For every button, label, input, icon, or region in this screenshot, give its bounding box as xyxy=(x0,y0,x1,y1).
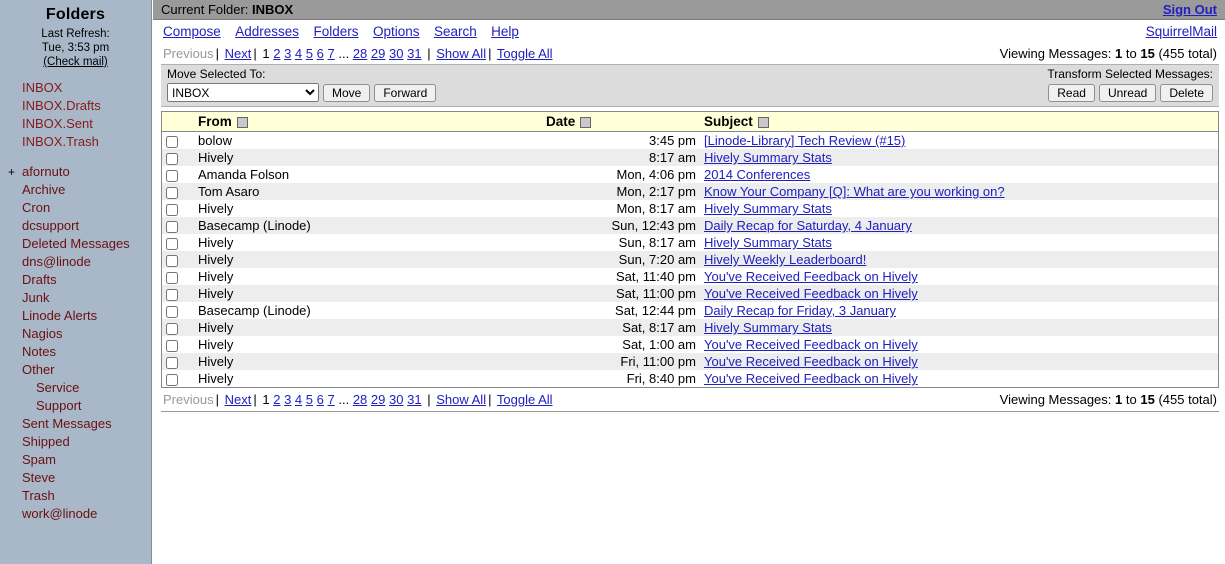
row-date: 8:17 am xyxy=(542,149,700,166)
page-link-2-top[interactable]: 2 xyxy=(273,46,281,61)
page-ellipsis-top: ... xyxy=(338,46,350,61)
sidebar-item-afornuto[interactable]: afornuto xyxy=(22,164,70,179)
sidebar-item-shipped[interactable]: Shipped xyxy=(22,434,70,449)
table-row[interactable] xyxy=(162,166,1219,183)
row-subject-cell[interactable] xyxy=(700,234,1219,251)
page-link-30-top[interactable]: 30 xyxy=(389,46,404,61)
sidebar-item-sent-messages[interactable]: Sent Messages xyxy=(22,416,112,431)
move-selected-label: Move Selected To: xyxy=(167,67,266,81)
page-link-28-top[interactable]: 28 xyxy=(352,46,368,61)
row-from: Hively xyxy=(194,353,542,370)
pager-top-links: Previous | Next | 1 2 3 4 5 6 7 ... 28 29 30 31 | Show All | Toggle All xyxy=(163,46,553,61)
sidebar-item-drafts[interactable]: Drafts xyxy=(22,272,57,287)
row-subject-cell[interactable] xyxy=(700,319,1219,336)
row-checkbox[interactable] xyxy=(166,170,178,182)
table-header-row xyxy=(162,112,1219,132)
menu-item-help[interactable]: Help xyxy=(491,24,519,39)
table-row[interactable] xyxy=(162,319,1219,336)
table-row[interactable] xyxy=(162,353,1219,370)
row-checkbox[interactable] xyxy=(166,153,178,165)
row-subject-link[interactable]: Daily Recap for Saturday, 4 January xyxy=(704,218,912,233)
row-subject-cell[interactable] xyxy=(700,336,1219,353)
row-from: Hively xyxy=(194,200,542,217)
sidebar-item-support[interactable]: Support xyxy=(36,398,82,413)
message-list-header xyxy=(162,112,1219,132)
current-folder-text xyxy=(161,0,293,20)
row-checkbox[interactable] xyxy=(166,323,178,335)
current-folder-value: INBOX xyxy=(252,1,294,17)
sidebar-account-row[interactable] xyxy=(0,163,151,181)
viewing-total-top: (455 total) xyxy=(1158,46,1217,61)
sidebar-item-dcsupport[interactable]: dcsupport xyxy=(22,218,80,233)
move-bar-labels xyxy=(167,67,1213,81)
squirrelmail-brand-link[interactable]: SquirrelMail xyxy=(1145,24,1217,39)
move-folder-select[interactable] xyxy=(167,83,319,102)
sidebar-item-steve[interactable]: Steve xyxy=(22,470,56,485)
folder-list xyxy=(0,79,151,523)
row-checkbox[interactable] xyxy=(166,255,178,267)
row-date: Sun, 8:17 am xyxy=(542,234,700,251)
row-subject-cell[interactable] xyxy=(700,217,1219,234)
row-date: Mon, 8:17 am xyxy=(542,200,700,217)
show-all-link-top[interactable]: Show All xyxy=(436,46,487,61)
viewing-to-top: 15 xyxy=(1140,46,1155,61)
table-row[interactable] xyxy=(162,370,1219,388)
pager-bottom-links: Previous | Next | 1 2 3 4 5 6 7 ... 28 29 30 31 | Show All | Toggle All xyxy=(163,392,553,407)
row-checkbox-cell[interactable] xyxy=(162,200,195,217)
page-link-4-top[interactable]: 4 xyxy=(294,46,303,61)
row-checkbox-cell[interactable] xyxy=(162,370,195,388)
page-number-1-bottom: 1 xyxy=(262,392,270,407)
toggle-all-link-bottom[interactable]: Toggle All xyxy=(496,392,553,407)
table-row[interactable] xyxy=(162,149,1219,166)
expand-icon[interactable]: + xyxy=(8,165,16,179)
move-bar-controls xyxy=(167,83,1213,102)
page-link-30-bottom[interactable]: 30 xyxy=(389,392,404,407)
next-page-link-top[interactable]: Next xyxy=(224,46,252,61)
row-subject-cell[interactable] xyxy=(700,183,1219,200)
sidebar-item-dns-linode[interactable]: dns@linode xyxy=(22,254,91,269)
table-row[interactable] xyxy=(162,268,1219,285)
refresh-block xyxy=(0,27,151,69)
pager-top xyxy=(153,44,1225,63)
row-from: Hively xyxy=(194,251,542,268)
row-from: Basecamp (Linode) xyxy=(194,302,542,319)
row-checkbox[interactable] xyxy=(166,187,178,199)
row-from: Tom Asaro xyxy=(194,183,542,200)
row-subject-link[interactable]: You've Received Feedback on Hively xyxy=(704,337,918,352)
row-date: 3:45 pm xyxy=(542,132,700,150)
menu-item-addresses[interactable]: Addresses xyxy=(235,24,300,39)
page-link-6-bottom[interactable]: 6 xyxy=(316,392,324,407)
menu-item-compose[interactable]: Compose xyxy=(163,24,221,39)
page-link-28-bottom[interactable]: 28 xyxy=(352,392,368,407)
row-subject-cell[interactable] xyxy=(700,285,1219,302)
row-subject-link[interactable]: 2014 Conferences xyxy=(704,167,811,182)
row-subject-link[interactable]: You've Received Feedback on Hively xyxy=(704,286,918,301)
folders-sidebar xyxy=(0,0,152,564)
pager-bottom xyxy=(153,390,1225,409)
bottom-divider xyxy=(161,411,1219,412)
row-from: Hively xyxy=(194,285,542,302)
next-page-link-bottom[interactable]: Next xyxy=(224,392,252,407)
select-all-header xyxy=(162,112,195,132)
sidebar-item-deleted-messages[interactable]: Deleted Messages xyxy=(22,236,130,251)
row-subject-link[interactable]: You've Received Feedback on Hively xyxy=(704,354,918,369)
page-link-2-bottom[interactable]: 2 xyxy=(273,392,281,407)
date-column-header[interactable] xyxy=(542,112,700,132)
row-from: Amanda Folson xyxy=(194,166,542,183)
row-checkbox-cell[interactable] xyxy=(162,251,195,268)
table-row[interactable] xyxy=(162,336,1219,353)
viewing-label-top: Viewing Messages: xyxy=(999,46,1112,61)
mark-unread-button[interactable]: Unread xyxy=(1099,84,1156,102)
sidebar-item-inbox[interactable]: INBOX xyxy=(22,80,63,95)
sidebar-item-notes[interactable]: Notes xyxy=(22,344,56,359)
page-link-4-bottom[interactable]: 4 xyxy=(294,392,303,407)
viewing-from-bottom: 1 xyxy=(1115,392,1123,407)
forward-button[interactable]: Forward xyxy=(374,84,436,102)
menu-item-folders[interactable]: Folders xyxy=(313,24,359,39)
row-subject-cell[interactable] xyxy=(700,353,1219,370)
viewing-from-top: 1 xyxy=(1115,46,1123,61)
row-subject-link[interactable]: [Linode-Library] Tech Review (#15) xyxy=(704,133,906,148)
page-link-7-top[interactable]: 7 xyxy=(327,46,335,61)
row-from: Hively xyxy=(194,149,542,166)
sort-subject-icon[interactable] xyxy=(758,117,769,128)
page-link-31-bottom[interactable]: 31 xyxy=(407,392,422,407)
delete-button[interactable]: Delete xyxy=(1160,84,1213,102)
row-checkbox-cell[interactable] xyxy=(162,285,195,302)
row-subject-cell[interactable] xyxy=(700,268,1219,285)
message-list-table xyxy=(161,111,1219,388)
row-subject-link[interactable]: Know Your Company [Q]: What are you working on? xyxy=(704,184,1005,199)
mark-read-button[interactable]: Read xyxy=(1048,84,1095,102)
viewing-connector-top: to xyxy=(1125,46,1137,61)
row-subject-cell[interactable] xyxy=(700,166,1219,183)
show-all-link-bottom[interactable]: Show All xyxy=(436,392,487,407)
row-subject-cell[interactable] xyxy=(700,132,1219,150)
table-row[interactable] xyxy=(162,183,1219,200)
row-checkbox[interactable] xyxy=(166,204,178,216)
viewing-connector-bottom: to xyxy=(1125,392,1137,407)
row-checkbox[interactable] xyxy=(166,289,178,301)
row-checkbox[interactable] xyxy=(166,272,178,284)
menu-item-options[interactable]: Options xyxy=(372,24,420,39)
row-checkbox[interactable] xyxy=(166,136,178,148)
row-subject-cell[interactable] xyxy=(700,251,1219,268)
menu-bar xyxy=(153,20,1225,44)
viewing-info-bottom xyxy=(1000,392,1217,407)
sidebar-item-spam[interactable]: Spam xyxy=(22,452,56,467)
row-date: Sat, 12:44 pm xyxy=(542,302,700,319)
row-from: Hively xyxy=(194,234,542,251)
last-refresh-label: Last Refresh: xyxy=(41,28,110,40)
sidebar-item-inbox-trash[interactable]: INBOX.Trash xyxy=(22,134,99,149)
row-checkbox[interactable] xyxy=(166,357,178,369)
row-subject-cell[interactable] xyxy=(700,370,1219,388)
main-panel xyxy=(153,0,1225,564)
row-subject-link[interactable]: Hively Summary Stats xyxy=(704,320,832,335)
row-date: Sat, 1:00 am xyxy=(542,336,700,353)
transform-selected-label: Transform Selected Messages: xyxy=(1047,67,1213,81)
row-checkbox-cell[interactable] xyxy=(162,353,195,370)
row-subject-link[interactable]: Hively Summary Stats xyxy=(704,235,832,250)
row-checkbox-cell[interactable] xyxy=(162,217,195,234)
row-subject-link[interactable]: Hively Summary Stats xyxy=(704,150,832,165)
sidebar-item-inbox-sent[interactable]: INBOX.Sent xyxy=(22,116,93,131)
table-row[interactable] xyxy=(162,132,1219,150)
brand-link-wrap xyxy=(1146,23,1217,41)
sign-out-link[interactable]: Sign Out xyxy=(1162,1,1217,17)
transform-controls-right xyxy=(1044,84,1213,102)
date-header-label: Date xyxy=(546,114,576,129)
row-checkbox-cell[interactable] xyxy=(162,234,195,251)
page-ellipsis-bottom: ... xyxy=(338,392,350,407)
row-checkbox-cell[interactable] xyxy=(162,336,195,353)
sort-date-icon[interactable] xyxy=(580,117,591,128)
table-row[interactable] xyxy=(162,234,1219,251)
viewing-to-bottom: 15 xyxy=(1140,392,1155,407)
sidebar-item-work-linode[interactable]: work@linode xyxy=(22,506,98,521)
page-link-6-top[interactable]: 6 xyxy=(316,46,324,61)
previous-page-link-bottom: Previous xyxy=(163,392,214,407)
sidebar-item-other[interactable]: Other xyxy=(22,362,55,377)
message-list-body xyxy=(162,132,1219,388)
folder-gap xyxy=(0,151,151,163)
row-subject-link[interactable]: Hively Summary Stats xyxy=(704,201,832,216)
sidebar-item-cron[interactable]: Cron xyxy=(22,200,51,215)
row-checkbox[interactable] xyxy=(166,374,178,386)
page-link-5-bottom[interactable]: 5 xyxy=(305,392,314,407)
page-number-1-top: 1 xyxy=(262,46,270,61)
last-refresh-time: Tue, 3:53 pm xyxy=(41,42,110,54)
from-column-header[interactable] xyxy=(194,112,542,132)
table-row[interactable] xyxy=(162,285,1219,302)
current-folder-label: Current Folder: xyxy=(161,1,249,17)
row-from: bolow xyxy=(194,132,542,150)
table-row[interactable] xyxy=(162,251,1219,268)
from-header-label: From xyxy=(198,114,232,129)
sort-from-icon[interactable] xyxy=(237,117,248,128)
row-checkbox-cell[interactable] xyxy=(162,302,195,319)
row-date: Sun, 12:43 pm xyxy=(542,217,700,234)
row-from: Hively xyxy=(194,336,542,353)
row-subject-link[interactable]: Hively Weekly Leaderboard! xyxy=(704,252,867,267)
subject-column-header[interactable] xyxy=(700,112,1219,132)
sidebar-item-junk[interactable]: Junk xyxy=(22,290,50,305)
move-transform-bar xyxy=(161,64,1219,107)
row-from: Basecamp (Linode) xyxy=(194,217,542,234)
row-from: Hively xyxy=(194,319,542,336)
row-checkbox-cell[interactable] xyxy=(162,183,195,200)
row-checkbox-cell[interactable] xyxy=(162,319,195,336)
row-subject-link[interactable]: You've Received Feedback on Hively xyxy=(704,371,918,386)
folders-title: Folders xyxy=(45,6,106,23)
row-subject-link[interactable]: Daily Recap for Friday, 3 January xyxy=(704,303,896,318)
row-from: Hively xyxy=(194,268,542,285)
row-subject-cell[interactable] xyxy=(700,200,1219,217)
sidebar-item-nagios[interactable]: Nagios xyxy=(22,326,63,341)
sidebar-item-linode-alerts[interactable]: Linode Alerts xyxy=(22,308,98,323)
row-date: Sat, 11:40 pm xyxy=(542,268,700,285)
page-link-3-bottom[interactable]: 3 xyxy=(284,392,292,407)
row-subject-cell[interactable] xyxy=(700,149,1219,166)
sidebar-item-service[interactable]: Service xyxy=(36,380,80,395)
row-subject-link[interactable]: You've Received Feedback on Hively xyxy=(704,269,918,284)
previous-page-link-top: Previous xyxy=(163,46,214,61)
row-checkbox[interactable] xyxy=(166,238,178,250)
page-link-3-top[interactable]: 3 xyxy=(284,46,292,61)
menu-links xyxy=(163,23,529,41)
row-date: Mon, 4:06 pm xyxy=(542,166,700,183)
row-from: Hively xyxy=(194,370,542,388)
viewing-info-top xyxy=(1000,46,1217,61)
row-date: Sat, 11:00 pm xyxy=(542,285,700,302)
table-row[interactable] xyxy=(162,302,1219,319)
subject-header-label: Subject xyxy=(704,114,753,129)
row-checkbox[interactable] xyxy=(166,221,178,233)
page-link-31-top[interactable]: 31 xyxy=(407,46,422,61)
row-date: Sun, 7:20 am xyxy=(542,251,700,268)
row-subject-cell[interactable] xyxy=(700,302,1219,319)
sidebar-item-inbox-drafts[interactable]: INBOX.Drafts xyxy=(22,98,101,113)
toggle-all-link-top[interactable]: Toggle All xyxy=(496,46,553,61)
row-checkbox-cell[interactable] xyxy=(162,166,195,183)
check-mail-link[interactable]: (Check mail) xyxy=(43,56,108,68)
menu-item-search[interactable]: Search xyxy=(433,24,477,39)
row-checkbox-cell[interactable] xyxy=(162,268,195,285)
table-row[interactable] xyxy=(162,217,1219,234)
page-link-29-top[interactable]: 29 xyxy=(370,46,386,61)
row-date: Fri, 11:00 pm xyxy=(542,353,700,370)
row-date: Sat, 8:17 am xyxy=(542,319,700,336)
page-link-7-bottom[interactable]: 7 xyxy=(327,392,335,407)
sidebar-item-trash[interactable]: Trash xyxy=(22,488,55,503)
page-link-5-top[interactable]: 5 xyxy=(305,46,314,61)
row-checkbox[interactable] xyxy=(166,306,178,318)
row-checkbox-cell[interactable] xyxy=(162,149,195,166)
viewing-total-bottom: (455 total) xyxy=(1158,392,1217,407)
row-checkbox[interactable] xyxy=(166,340,178,352)
viewing-label-bottom: Viewing Messages: xyxy=(999,392,1112,407)
current-folder-bar xyxy=(153,0,1225,20)
move-controls-left xyxy=(167,83,436,102)
page-link-29-bottom[interactable]: 29 xyxy=(370,392,386,407)
row-date: Fri, 8:40 pm xyxy=(542,370,700,388)
table-row[interactable] xyxy=(162,200,1219,217)
row-checkbox-cell[interactable] xyxy=(162,132,195,150)
sidebar-item-archive[interactable]: Archive xyxy=(22,182,66,197)
row-date: Mon, 2:17 pm xyxy=(542,183,700,200)
move-button[interactable]: Move xyxy=(323,84,370,102)
